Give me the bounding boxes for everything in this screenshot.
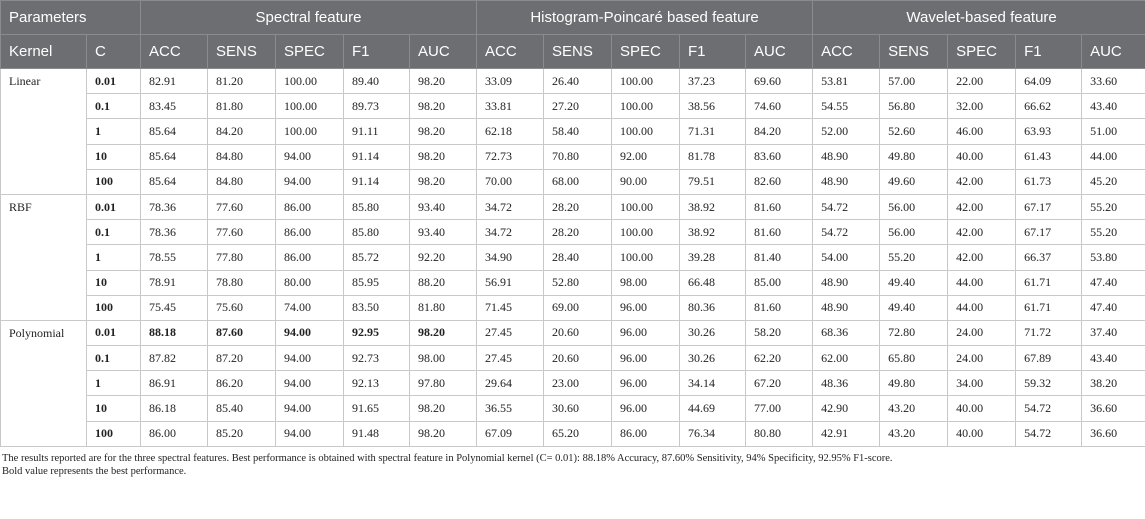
table-row — [1, 270, 1145, 295]
metric-value-cell: 90.00 — [612, 169, 680, 194]
metric-value-cell: 36.60 — [1082, 421, 1145, 446]
metric-value-cell: 48.90 — [813, 270, 880, 295]
metric-value-cell: 42.91 — [813, 421, 880, 446]
metric-value-cell: 68.00 — [544, 169, 612, 194]
metric-value-cell: 94.00 — [276, 396, 344, 421]
header-group-histogram: Histogram-Poincaré based feature — [477, 1, 813, 35]
metric-value-cell: 98.20 — [410, 320, 477, 345]
metric-value-cell: 53.81 — [813, 69, 880, 94]
metric-value-cell: 42.00 — [948, 194, 1016, 219]
kernel-cell: Linear — [1, 69, 87, 195]
metric-value-cell: 79.51 — [680, 169, 746, 194]
header-metric: ACC — [477, 35, 544, 69]
metric-value-cell: 47.40 — [1082, 270, 1145, 295]
metric-value-cell: 48.90 — [813, 144, 880, 169]
metric-value-cell: 34.00 — [948, 371, 1016, 396]
metric-value-cell: 67.17 — [1016, 220, 1082, 245]
metric-value-cell: 69.00 — [544, 295, 612, 320]
table-row — [1, 194, 1145, 219]
metric-value-cell: 28.40 — [544, 245, 612, 270]
c-value-cell: 0.1 — [87, 220, 141, 245]
metric-value-cell: 94.00 — [276, 144, 344, 169]
metric-value-cell: 62.18 — [477, 119, 544, 144]
c-value-cell: 0.01 — [87, 69, 141, 94]
metric-value-cell: 45.20 — [1082, 169, 1145, 194]
metric-value-cell: 27.45 — [477, 346, 544, 371]
metric-value-cell: 66.62 — [1016, 94, 1082, 119]
metric-value-cell: 54.55 — [813, 94, 880, 119]
metric-value-cell: 76.34 — [680, 421, 746, 446]
metric-value-cell: 92.95 — [344, 320, 410, 345]
table-row — [1, 371, 1145, 396]
metric-value-cell: 68.36 — [813, 320, 880, 345]
metric-value-cell: 24.00 — [948, 320, 1016, 345]
metric-value-cell: 54.72 — [813, 220, 880, 245]
metric-value-cell: 84.20 — [746, 119, 813, 144]
metric-value-cell: 43.40 — [1082, 94, 1145, 119]
metric-value-cell: 30.26 — [680, 320, 746, 345]
metric-value-cell: 58.40 — [544, 119, 612, 144]
metric-value-cell: 59.32 — [1016, 371, 1082, 396]
metric-value-cell: 71.72 — [1016, 320, 1082, 345]
metric-value-cell: 98.20 — [410, 144, 477, 169]
metric-value-cell: 82.91 — [141, 69, 208, 94]
metric-value-cell: 48.36 — [813, 371, 880, 396]
metric-value-cell: 96.00 — [612, 371, 680, 396]
metric-value-cell: 43.20 — [880, 421, 948, 446]
metric-value-cell: 78.80 — [208, 270, 276, 295]
metric-value-cell: 56.00 — [880, 194, 948, 219]
c-value-cell: 0.1 — [87, 346, 141, 371]
c-value-cell: 0.01 — [87, 194, 141, 219]
metric-value-cell: 83.45 — [141, 94, 208, 119]
metric-value-cell: 87.60 — [208, 320, 276, 345]
metric-value-cell: 96.00 — [612, 320, 680, 345]
metric-value-cell: 52.60 — [880, 119, 948, 144]
metric-value-cell: 96.00 — [612, 396, 680, 421]
metric-value-cell: 78.55 — [141, 245, 208, 270]
metric-value-cell: 34.14 — [680, 371, 746, 396]
metric-value-cell: 20.60 — [544, 346, 612, 371]
metric-value-cell: 42.00 — [948, 169, 1016, 194]
c-value-cell: 1 — [87, 245, 141, 270]
footnote-results: The results reported are for the three spectral features. Best performance is obtained with spectral feature in Polynomial kernel (C= 0.01): 88.18% Accuracy, 87.60% Sensitivity, 94% Specificity, 92.95% F1-score. — [2, 452, 893, 464]
metric-value-cell: 81.80 — [410, 295, 477, 320]
metric-value-cell: 23.00 — [544, 371, 612, 396]
c-value-cell: 100 — [87, 295, 141, 320]
metric-value-cell: 43.20 — [880, 396, 948, 421]
metric-value-cell: 86.20 — [208, 371, 276, 396]
metric-value-cell: 80.00 — [276, 270, 344, 295]
metric-value-cell: 27.20 — [544, 94, 612, 119]
metric-value-cell: 92.20 — [410, 245, 477, 270]
metric-value-cell: 53.80 — [1082, 245, 1145, 270]
metric-value-cell: 62.20 — [746, 346, 813, 371]
header-metric: F1 — [1016, 35, 1082, 69]
metric-value-cell: 72.73 — [477, 144, 544, 169]
metric-value-cell: 28.20 — [544, 194, 612, 219]
metric-value-cell: 91.14 — [344, 144, 410, 169]
c-value-cell: 1 — [87, 371, 141, 396]
metric-value-cell: 33.60 — [1082, 69, 1145, 94]
metric-value-cell: 100.00 — [276, 69, 344, 94]
metric-value-cell: 85.20 — [208, 421, 276, 446]
table-body — [1, 69, 1145, 447]
metric-value-cell: 85.80 — [344, 194, 410, 219]
metric-value-cell: 85.64 — [141, 169, 208, 194]
table-row — [1, 295, 1145, 320]
metric-value-cell: 74.00 — [276, 295, 344, 320]
metric-value-cell: 96.00 — [612, 295, 680, 320]
header-metric: ACC — [141, 35, 208, 69]
header-metric: SPEC — [612, 35, 680, 69]
metric-value-cell: 91.48 — [344, 421, 410, 446]
metric-value-cell: 86.00 — [276, 220, 344, 245]
metric-value-cell: 94.00 — [276, 320, 344, 345]
metric-value-cell: 91.11 — [344, 119, 410, 144]
metric-value-cell: 44.69 — [680, 396, 746, 421]
metric-value-cell: 67.20 — [746, 371, 813, 396]
metric-value-cell: 94.00 — [276, 371, 344, 396]
c-value-cell: 0.1 — [87, 94, 141, 119]
metric-value-cell: 56.80 — [880, 94, 948, 119]
metric-value-cell: 38.92 — [680, 220, 746, 245]
metric-value-cell: 86.18 — [141, 396, 208, 421]
metric-value-cell: 82.60 — [746, 169, 813, 194]
header-metric: SENS — [880, 35, 948, 69]
metric-value-cell: 36.60 — [1082, 396, 1145, 421]
metric-value-cell: 87.82 — [141, 346, 208, 371]
metric-value-cell: 93.40 — [410, 194, 477, 219]
metric-value-cell: 55.20 — [1082, 220, 1145, 245]
header-metric: SPEC — [276, 35, 344, 69]
metric-value-cell: 38.92 — [680, 194, 746, 219]
metric-value-cell: 87.20 — [208, 346, 276, 371]
metric-value-cell: 51.00 — [1082, 119, 1145, 144]
metric-value-cell: 40.00 — [948, 396, 1016, 421]
metric-value-cell: 98.20 — [410, 169, 477, 194]
metric-value-cell: 42.00 — [948, 220, 1016, 245]
header-metric: SENS — [208, 35, 276, 69]
table-row — [1, 119, 1145, 144]
c-value-cell: 1 — [87, 119, 141, 144]
metric-value-cell: 30.60 — [544, 396, 612, 421]
metric-value-cell: 54.00 — [813, 245, 880, 270]
metric-value-cell: 47.40 — [1082, 295, 1145, 320]
metric-value-cell: 98.20 — [410, 69, 477, 94]
metric-value-cell: 32.00 — [948, 94, 1016, 119]
metric-value-cell: 86.00 — [276, 245, 344, 270]
header-metric: SENS — [544, 35, 612, 69]
header-group-spectral: Spectral feature — [141, 1, 477, 35]
table-header — [1, 1, 1145, 69]
metric-value-cell: 78.91 — [141, 270, 208, 295]
metric-value-cell: 54.72 — [1016, 396, 1082, 421]
metric-value-cell: 66.48 — [680, 270, 746, 295]
metric-value-cell: 48.90 — [813, 169, 880, 194]
header-metric: F1 — [680, 35, 746, 69]
metric-value-cell: 85.64 — [141, 144, 208, 169]
metric-value-cell: 52.00 — [813, 119, 880, 144]
metric-value-cell: 85.00 — [746, 270, 813, 295]
metric-value-cell: 38.20 — [1082, 371, 1145, 396]
metric-value-cell: 33.09 — [477, 69, 544, 94]
metric-value-cell: 49.40 — [880, 270, 948, 295]
metric-value-cell: 20.60 — [544, 320, 612, 345]
metric-value-cell: 85.80 — [344, 220, 410, 245]
metric-value-cell: 77.60 — [208, 220, 276, 245]
metric-value-cell: 98.00 — [612, 270, 680, 295]
metric-value-cell: 61.73 — [1016, 169, 1082, 194]
metric-value-cell: 84.80 — [208, 144, 276, 169]
header-metric: ACC — [813, 35, 880, 69]
metric-value-cell: 84.20 — [208, 119, 276, 144]
metric-value-cell: 80.36 — [680, 295, 746, 320]
metric-value-cell: 81.20 — [208, 69, 276, 94]
metric-value-cell: 92.73 — [344, 346, 410, 371]
metric-value-cell: 33.81 — [477, 94, 544, 119]
metric-value-cell: 62.00 — [813, 346, 880, 371]
metric-value-cell: 100.00 — [612, 194, 680, 219]
metric-value-cell: 30.26 — [680, 346, 746, 371]
metric-value-cell: 81.78 — [680, 144, 746, 169]
metric-value-cell: 91.14 — [344, 169, 410, 194]
metric-value-cell: 71.31 — [680, 119, 746, 144]
metric-value-cell: 67.89 — [1016, 346, 1082, 371]
metric-value-cell: 80.80 — [746, 421, 813, 446]
metric-value-cell: 94.00 — [276, 346, 344, 371]
metric-value-cell: 84.80 — [208, 169, 276, 194]
header-metric: F1 — [344, 35, 410, 69]
metric-value-cell: 37.40 — [1082, 320, 1145, 345]
metric-value-cell: 85.64 — [141, 119, 208, 144]
metric-value-cell: 22.00 — [948, 69, 1016, 94]
metric-value-cell: 42.90 — [813, 396, 880, 421]
metric-value-cell: 26.40 — [544, 69, 612, 94]
header-metric: AUC — [746, 35, 813, 69]
metric-value-cell: 100.00 — [612, 245, 680, 270]
metric-value-cell: 49.80 — [880, 371, 948, 396]
metric-value-cell: 42.00 — [948, 245, 1016, 270]
metric-value-cell: 100.00 — [276, 94, 344, 119]
metric-value-cell: 44.00 — [948, 295, 1016, 320]
metric-value-cell: 86.00 — [612, 421, 680, 446]
c-value-cell: 10 — [87, 270, 141, 295]
c-value-cell: 100 — [87, 169, 141, 194]
metric-value-cell: 75.60 — [208, 295, 276, 320]
metric-value-cell: 69.60 — [746, 69, 813, 94]
table-row — [1, 220, 1145, 245]
metric-value-cell: 29.64 — [477, 371, 544, 396]
metric-value-cell: 85.40 — [208, 396, 276, 421]
metric-value-cell: 49.40 — [880, 295, 948, 320]
header-metric: AUC — [410, 35, 477, 69]
metric-value-cell: 86.91 — [141, 371, 208, 396]
metric-value-cell: 34.72 — [477, 194, 544, 219]
metric-value-cell: 43.40 — [1082, 346, 1145, 371]
metric-value-cell: 78.36 — [141, 220, 208, 245]
metric-value-cell: 54.72 — [1016, 421, 1082, 446]
header-metric: AUC — [1082, 35, 1145, 69]
metric-value-cell: 39.28 — [680, 245, 746, 270]
metric-value-cell: 61.43 — [1016, 144, 1082, 169]
metric-value-cell: 77.00 — [746, 396, 813, 421]
metric-value-cell: 44.00 — [948, 270, 1016, 295]
metric-value-cell: 70.00 — [477, 169, 544, 194]
metric-value-cell: 49.80 — [880, 144, 948, 169]
metric-value-cell: 56.91 — [477, 270, 544, 295]
metric-value-cell: 67.09 — [477, 421, 544, 446]
metric-value-cell: 75.45 — [141, 295, 208, 320]
metric-value-cell: 98.20 — [410, 421, 477, 446]
metric-value-cell: 94.00 — [276, 421, 344, 446]
metric-value-cell: 81.80 — [208, 94, 276, 119]
metric-value-cell: 44.00 — [1082, 144, 1145, 169]
table-row — [1, 320, 1145, 345]
table-row — [1, 346, 1145, 371]
metric-value-cell: 55.20 — [880, 245, 948, 270]
metric-value-cell: 81.60 — [746, 295, 813, 320]
metric-value-cell: 86.00 — [276, 194, 344, 219]
metric-value-cell: 65.80 — [880, 346, 948, 371]
table-row — [1, 94, 1145, 119]
metric-value-cell: 100.00 — [612, 119, 680, 144]
metric-value-cell: 46.00 — [948, 119, 1016, 144]
metric-value-cell: 92.13 — [344, 371, 410, 396]
header-metric-row — [1, 35, 1145, 69]
metric-value-cell: 91.65 — [344, 396, 410, 421]
metric-value-cell: 28.20 — [544, 220, 612, 245]
metric-value-cell: 81.60 — [746, 220, 813, 245]
metric-value-cell: 85.72 — [344, 245, 410, 270]
table-footnotes — [0, 447, 1145, 478]
metric-value-cell: 38.56 — [680, 94, 746, 119]
metric-value-cell: 98.00 — [410, 346, 477, 371]
metric-value-cell: 40.00 — [948, 421, 1016, 446]
metric-value-cell: 58.20 — [746, 320, 813, 345]
metric-value-cell: 70.80 — [544, 144, 612, 169]
metric-value-cell: 24.00 — [948, 346, 1016, 371]
metric-value-cell: 66.37 — [1016, 245, 1082, 270]
metric-value-cell: 88.20 — [410, 270, 477, 295]
metric-value-cell: 97.80 — [410, 371, 477, 396]
table-row — [1, 69, 1145, 94]
c-value-cell: 0.01 — [87, 320, 141, 345]
table-row — [1, 421, 1145, 446]
table-row — [1, 245, 1145, 270]
metric-value-cell: 34.90 — [477, 245, 544, 270]
header-group-row — [1, 1, 1145, 35]
metric-value-cell: 89.40 — [344, 69, 410, 94]
header-kernel: Kernel — [1, 35, 87, 69]
metric-value-cell: 54.72 — [813, 194, 880, 219]
metric-value-cell: 96.00 — [612, 346, 680, 371]
metric-value-cell: 61.71 — [1016, 270, 1082, 295]
kernel-cell: RBF — [1, 194, 87, 320]
metric-value-cell: 40.00 — [948, 144, 1016, 169]
c-value-cell: 10 — [87, 396, 141, 421]
metric-value-cell: 63.93 — [1016, 119, 1082, 144]
c-value-cell: 10 — [87, 144, 141, 169]
metric-value-cell: 100.00 — [612, 94, 680, 119]
header-metric: SPEC — [948, 35, 1016, 69]
metric-value-cell: 52.80 — [544, 270, 612, 295]
metric-value-cell: 49.60 — [880, 169, 948, 194]
metric-value-cell: 67.17 — [1016, 194, 1082, 219]
metric-value-cell: 64.09 — [1016, 69, 1082, 94]
header-parameters: Parameters — [1, 1, 141, 35]
metric-value-cell: 65.20 — [544, 421, 612, 446]
metric-value-cell: 77.60 — [208, 194, 276, 219]
metric-value-cell: 98.20 — [410, 94, 477, 119]
metric-value-cell: 77.80 — [208, 245, 276, 270]
metric-value-cell: 100.00 — [612, 220, 680, 245]
metric-value-cell: 93.40 — [410, 220, 477, 245]
metric-value-cell: 94.00 — [276, 169, 344, 194]
metric-value-cell: 55.20 — [1082, 194, 1145, 219]
metric-value-cell: 78.36 — [141, 194, 208, 219]
header-group-wavelet: Wavelet-based feature — [813, 1, 1145, 35]
metric-value-cell: 85.95 — [344, 270, 410, 295]
header-c: C — [87, 35, 141, 69]
table-row — [1, 144, 1145, 169]
metric-value-cell: 48.90 — [813, 295, 880, 320]
table-row — [1, 396, 1145, 421]
metric-value-cell: 83.60 — [746, 144, 813, 169]
metric-value-cell: 89.73 — [344, 94, 410, 119]
metric-value-cell: 74.60 — [746, 94, 813, 119]
metric-value-cell: 36.55 — [477, 396, 544, 421]
metric-value-cell: 27.45 — [477, 320, 544, 345]
metric-value-cell: 98.20 — [410, 119, 477, 144]
metric-value-cell: 72.80 — [880, 320, 948, 345]
metric-value-cell: 81.40 — [746, 245, 813, 270]
metric-value-cell: 98.20 — [410, 396, 477, 421]
metric-value-cell: 71.45 — [477, 295, 544, 320]
metric-value-cell: 56.00 — [880, 220, 948, 245]
c-value-cell: 100 — [87, 421, 141, 446]
kernel-cell: Polynomial — [1, 320, 87, 446]
metric-value-cell: 34.72 — [477, 220, 544, 245]
metric-value-cell: 88.18 — [141, 320, 208, 345]
metric-value-cell: 100.00 — [276, 119, 344, 144]
metric-value-cell: 61.71 — [1016, 295, 1082, 320]
metric-value-cell: 37.23 — [680, 69, 746, 94]
metric-value-cell: 92.00 — [612, 144, 680, 169]
table-row — [1, 169, 1145, 194]
footnote-bold: Bold value represents the best performance. — [2, 465, 187, 477]
metric-value-cell: 100.00 — [612, 69, 680, 94]
metric-value-cell: 83.50 — [344, 295, 410, 320]
metric-value-cell: 81.60 — [746, 194, 813, 219]
metric-value-cell: 86.00 — [141, 421, 208, 446]
metric-value-cell: 57.00 — [880, 69, 948, 94]
